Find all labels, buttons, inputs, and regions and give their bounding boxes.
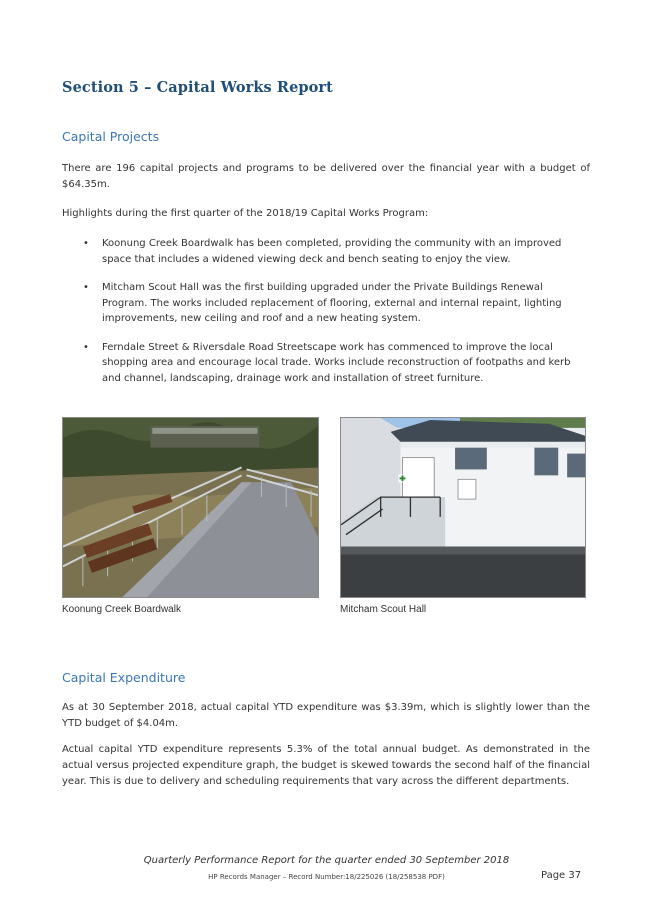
footer-report-title: Quarterly Performance Report for the quarter ended 30 September 2018 [143, 855, 510, 866]
boardwalk-photo [62, 417, 319, 598]
list-item [62, 280, 590, 327]
page-number: Page 37 [541, 870, 582, 881]
expenditure-para-1: As at 30 September 2018, actual capital YTD expenditure was $3.39m, which is slightly lower than the YTD budget of $4.04m. [62, 702, 590, 729]
list-item [62, 236, 590, 267]
highlights-list [62, 236, 590, 399]
capital-projects-intro: There are 196 capital projects and programs to be delivered over the financial year with a budget of $64.35m. [62, 163, 590, 190]
bullet-icon: • [83, 238, 89, 249]
capital-expenditure-heading: Capital Expenditure [62, 670, 186, 685]
boardwalk-caption: Koonung Creek Boardwalk [62, 604, 181, 615]
bullet-icon: • [83, 282, 89, 293]
bullet-icon: • [83, 341, 89, 353]
list-item [62, 340, 590, 387]
bullet-text: Koonung Creek Boardwalk has been completed, providing the community with an improved space that includes a widened viewing deck and bench seating to enjoy the view. [102, 238, 562, 265]
scout-hall-photo [340, 417, 586, 598]
scout-hall-image [341, 418, 585, 597]
scout-hall-caption: Mitcham Scout Hall [340, 604, 427, 615]
boardwalk-image [63, 418, 318, 597]
expenditure-para-2: Actual capital YTD expenditure represents 5.3% of the total annual budget. As demonstrated in the actual versus projected expenditure graph, the budget is skewed towards the second half of the financial year. This is due to delivery and scheduling requirements that vary across the different departments. [62, 744, 590, 787]
bullet-text: Mitcham Scout Hall was the first building upgraded under the Private Buildings Renewal Program. The works included replacement of flooring, external and internal repaint, lighting improvements, new ceiling and roof and a new heating system. [102, 282, 562, 324]
bullet-text: Ferndale Street & Riversdale Road Streetscape work has commenced to improve the local shopping area and encourage local trade. Works include reconstruction of footpaths and kerb and channel, landscaping, drainage work and installation of street furniture. [102, 341, 571, 384]
section-title: Section 5 – Capital Works Report [62, 79, 333, 96]
footer-record-number: HP Records Manager – Record Number:18/225026 (18/258538 PDF) [208, 873, 445, 881]
capital-projects-heading: Capital Projects [62, 129, 160, 144]
highlights-intro: Highlights during the first quarter of the 2018/19 Capital Works Program: [62, 208, 429, 219]
